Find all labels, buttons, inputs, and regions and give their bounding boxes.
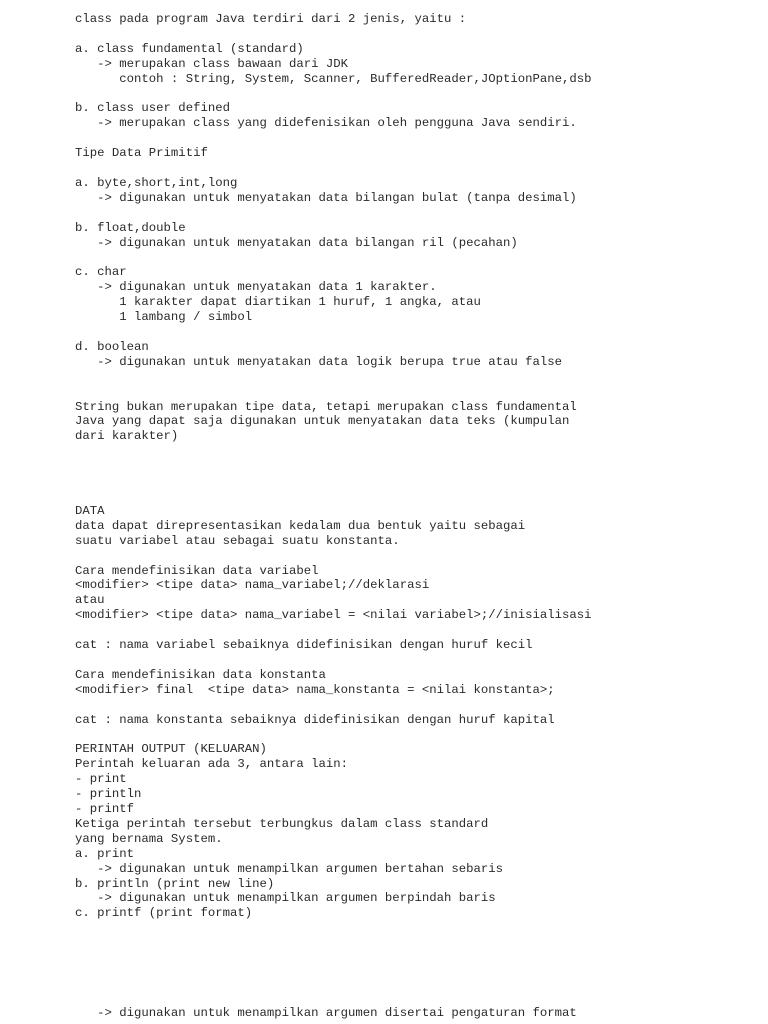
document-body-text: class pada program Java terdiri dari 2 jenis, yaitu : a. class fundamental (standard) -> merupakan class bawaan dari JDK contoh : String, System, Scanner, BufferedReader,JOptionPane,dsb b. class user defined -> merupakan class yang didefenisikan oleh pengguna Java sendiri. Tipe Data Primitif a. byte,short,int,long -> digunakan untuk menyatakan data bilangan bulat (tanpa desimal) b. float,double -> digunakan untuk menyatakan data bilangan ril (pecahan) c. char -> digunakan untuk menyatakan data 1 karakter. 1 karakter dapat diartikan 1 huruf, 1 angka, atau 1 lambang / simbol d. boolean -> digunakan untuk menyatakan data logik berupa true atau false String bukan merupakan tipe data, tetapi merupakan class fundamental Java yang dapat saja digunakan untuk menyatakan data teks (kumpulan dari karakter) DATA data dapat direpresentasikan kedalam dua bentuk yaitu sebagai suatu variabel atau sebagai suatu konstanta. Cara mendefinisikan data variabel <modifier> <tipe data> nama_variabel;//deklarasi atau <modifier> <tipe data> nama_variabel = <nilai variabel>;//inisialisasi cat : nama variabel sebaiknya didefinisikan dengan huruf kecil Cara mendefinisikan data konstanta <modifier> final <tipe data> nama_konstanta = <nilai konstanta>; cat : nama konstanta sebaiknya didefinisikan dengan huruf kapital PERINTAH OUTPUT (KELUARAN) Perintah keluaran ada 3, antara lain: - print - println - printf Ketiga perintah tersebut terbungkus dalam class standard yang bernama System. a. print -> digunakan untuk menampilkan argumen bertahan sebaris b. println (print new line) -> digunakan untuk menampilkan argumen berpindah baris c. printf (print format)	[75, 12, 592, 921]
document-footer-line: -> digunakan untuk menampilkan argumen disertai pengaturan format	[75, 1006, 577, 1020]
